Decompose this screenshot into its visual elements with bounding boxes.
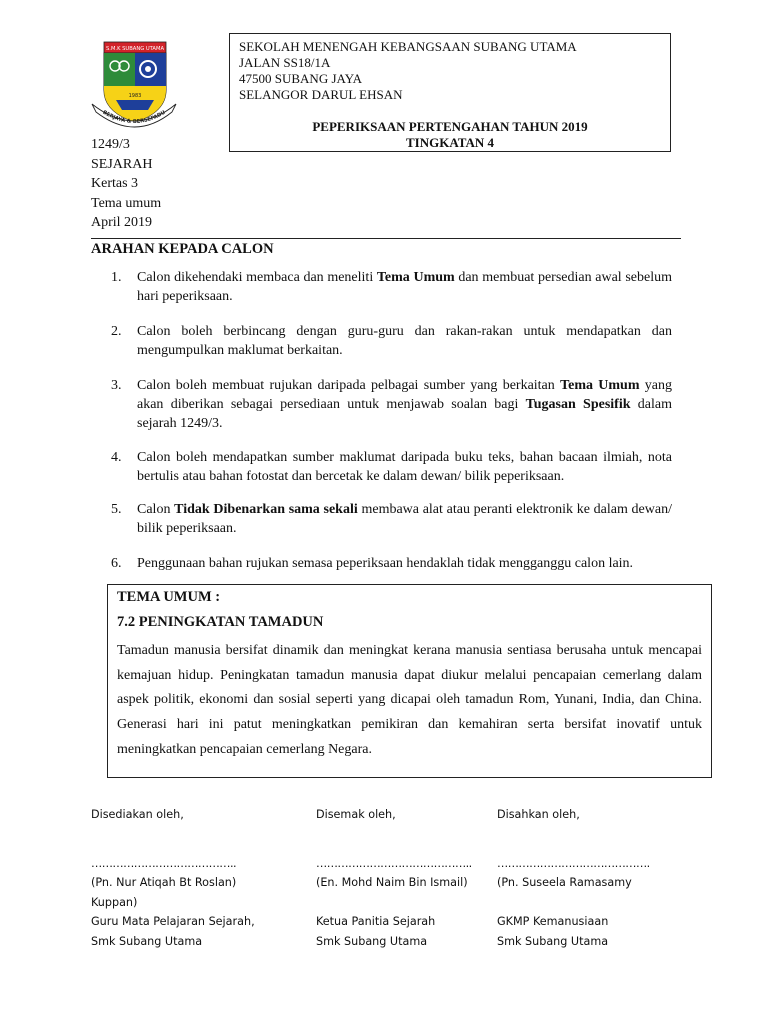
signature-line: …………………………………….: [497, 856, 650, 870]
signatory-name-cont: [316, 893, 486, 913]
instruction-text: Calon boleh mendapatkan sumber maklumat daripada buku teks, bahan bacaan ilmiah, nota bertulis atau bahan fotostat dan bercetak ke dalam dewan/ bilik peperiksaan.: [137, 450, 672, 484]
school-crest-logo: [88, 38, 180, 132]
signature-heading: Disemak oleh,: [316, 808, 396, 821]
signatory-school: Smk Subang Utama: [497, 934, 609, 948]
instruction-number: 2.: [111, 324, 122, 339]
crest-year: 1983: [128, 93, 142, 99]
signatory-name: (En. Mohd Naim Bin Ismail): [316, 876, 468, 889]
instructions-heading: ARAHAN KEPADA CALON: [91, 241, 274, 257]
signature-approved-by: [497, 805, 657, 951]
signature-checked-by: [316, 805, 486, 951]
instruction-number: 1.: [111, 270, 122, 285]
instruction-text: Penggunaan bahan rujukan semasa peperiksaan hendaklah tidak mengganggu calon lain.: [137, 556, 634, 571]
signature-line: …………………………………..: [91, 856, 237, 870]
paper-info: [91, 135, 161, 233]
signature-heading: Disahkan oleh,: [497, 808, 580, 821]
school-address: [239, 39, 577, 103]
signatory-role: GKMP Kemanusiaan: [497, 915, 609, 928]
exam-form: TINGKATAN 4: [406, 135, 494, 150]
signature-line: ……………………………………..: [316, 856, 472, 870]
school-name: SEKOLAH MENENGAH KEBANGSAAN SUBANG UTAMA: [239, 39, 577, 54]
paper-theme: Tema umum: [91, 195, 162, 211]
paper-subject: SEJARAH: [91, 156, 153, 172]
signature-prepared-by: [91, 805, 291, 951]
instruction-text: Calon boleh membuat rujukan daripada pelbagai sumber yang berkaitan Tema Umum yang akan diberikan sebagai persediaan untuk menjawab soalan bagi Tugasan Spesifik dalam sejarah 1249/3.: [137, 378, 672, 431]
exam-title-block: [230, 119, 670, 151]
paper-code: 1249/3: [91, 137, 130, 152]
instruction-number: 6.: [111, 556, 122, 571]
instruction-text: Calon boleh berbincang dengan guru-guru dan rakan-rakan untuk mendapatkan dan mengumpulkan maklumat berkaitan.: [137, 324, 672, 358]
school-address-line1: JALAN SS18/1A: [239, 55, 331, 70]
theme-body: Tamadun manusia bersifat dinamik dan meningkat kerana manusia sentiasa berusaha untuk mencapai kemajuan hidup. Peningkatan tamadun manusia dapat diukur melalui pencapaian cemerlang dalam aspek politik, ekonomi dan sosial seperti yang dicapai oleh tamadun Rom, Yunani, India, dan China. Generasi hari ini patut meningkatkan pemikiran dan kemahiran serta bersifat inovatif untuk meningkatkan pencapaian cemerlang Negara.: [117, 643, 702, 757]
paper-number: Kertas 3: [91, 176, 139, 191]
instruction-number: 5.: [111, 502, 122, 517]
signature-heading: Disediakan oleh,: [91, 808, 184, 821]
exam-name: PEPERIKSAAN PERTENGAHAN TAHUN 2019: [312, 119, 588, 134]
crest-motto: BERJAYA & BERSEPADU: [101, 109, 167, 126]
signatory-role: Guru Mata Pelajaran Sejarah,: [91, 915, 255, 928]
paper-date: April 2019: [91, 215, 153, 230]
school-address-line2: 47500 SUBANG JAYA: [239, 71, 363, 86]
instruction-number: 4.: [111, 450, 122, 465]
signatory-school: Smk Subang Utama: [91, 934, 203, 948]
signatory-role: Ketua Panitia Sejarah: [316, 915, 436, 928]
signatory-school: Smk Subang Utama: [316, 934, 428, 948]
school-header-box: [229, 33, 671, 152]
signatory-name: (Pn. Suseela Ramasamy: [497, 876, 632, 889]
signatory-name: (Pn. Nur Atiqah Bt Roslan): [91, 876, 237, 889]
signatory-name-cont: Kuppan): [91, 895, 138, 909]
theme-title: 7.2 PENINGKATAN TAMADUN: [117, 614, 324, 630]
header-divider: [91, 238, 681, 239]
theme-label: TEMA UMUM :: [117, 589, 221, 605]
signatory-name-cont: [497, 893, 657, 913]
school-address-line3: SELANGOR DARUL EHSAN: [239, 87, 403, 102]
theme-box: [107, 584, 712, 778]
instruction-text: Calon dikehendaki membaca dan meneliti Tema Umum dan membuat persedian awal sebelum hari peperiksaan.: [137, 270, 672, 304]
instruction-number: 3.: [111, 378, 122, 393]
crest-top-text: S.M.K SUBANG UTAMA: [106, 46, 164, 52]
instruction-text: Calon Tidak Dibenarkan sama sekali membawa alat atau peranti elektronik ke dalam dewan/ bilik peperiksaan.: [137, 502, 672, 536]
